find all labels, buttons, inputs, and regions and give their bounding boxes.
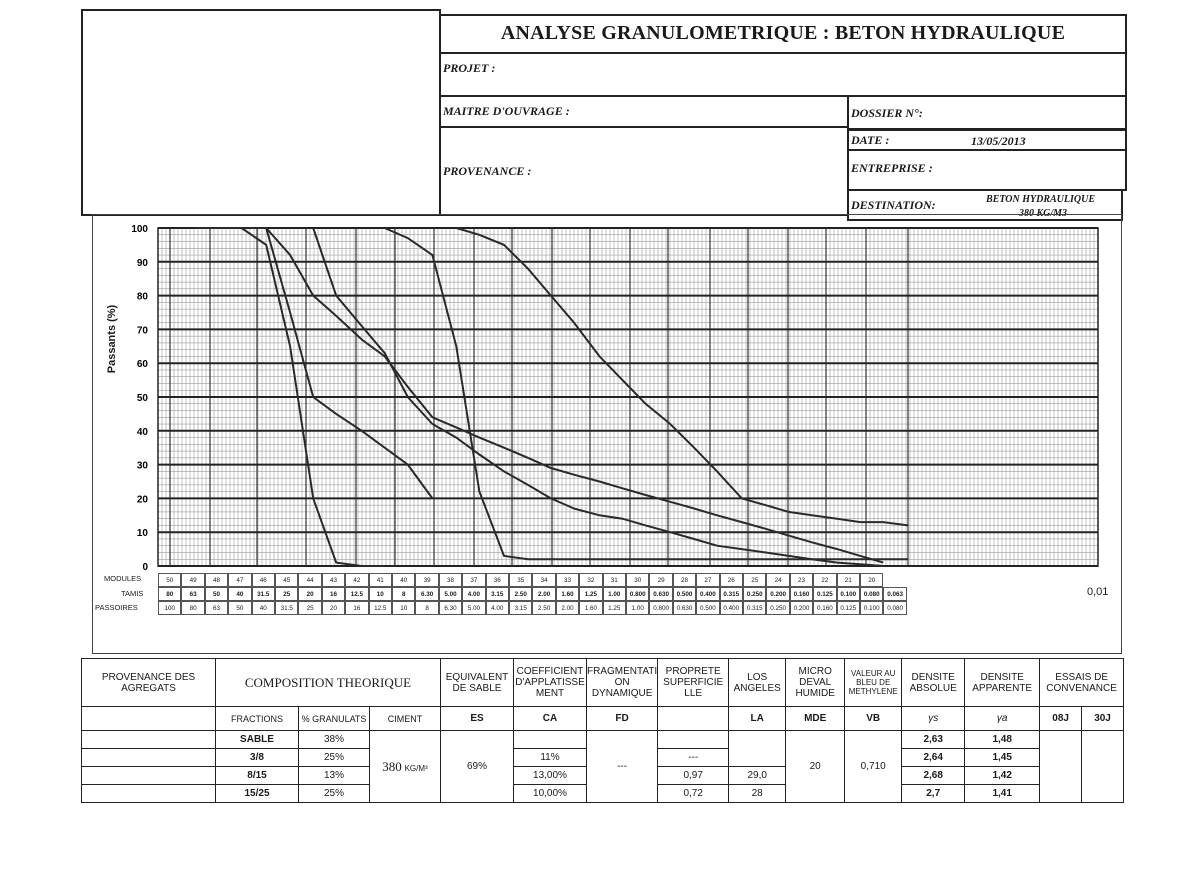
sieve-cell-passoires: 10 bbox=[392, 601, 415, 615]
sieve-cell-modules: 48 bbox=[205, 573, 228, 587]
y-tick-label: 80 bbox=[136, 291, 148, 303]
valeur-header: VALEUR AU BLEU DE METHYLENE bbox=[845, 659, 902, 707]
sieve-cell-passoires: 1.00 bbox=[626, 601, 649, 615]
sieve-cell-tamis: 0.630 bbox=[649, 587, 672, 601]
sieve-cell-modules: 23 bbox=[790, 573, 813, 587]
page-title: ANALYSE GRANULOMETRIQUE : BETON HYDRAULIQUE bbox=[500, 22, 1066, 44]
sieve-cell-passoires: 1.25 bbox=[603, 601, 626, 615]
es-symbol: ES bbox=[441, 707, 514, 731]
dapp-header: DENSITE APPARENTE bbox=[965, 659, 1040, 707]
ya-symbol: γa bbox=[965, 707, 1040, 731]
y-axis-label: Passants (%) bbox=[106, 304, 118, 374]
ps-cell: 0,72 bbox=[658, 785, 729, 803]
sieve-cell-tamis: 0.100 bbox=[837, 587, 860, 601]
sieve-cell-passoires: 0.100 bbox=[860, 601, 883, 615]
sieve-cell-passoires: 0.160 bbox=[813, 601, 836, 615]
prov-cell-4 bbox=[82, 785, 216, 803]
ys-cell: 2,64 bbox=[902, 749, 965, 767]
sieve-cell-tamis: 8 bbox=[392, 587, 415, 601]
sieve-cell-modules: 45 bbox=[275, 573, 298, 587]
sieve-cell-passoires: 0.200 bbox=[790, 601, 813, 615]
sieve-cell-modules: 49 bbox=[181, 573, 204, 587]
j30-cell bbox=[1082, 731, 1124, 803]
frag-header: FRAGMENTATI ON DYNAMIQUE bbox=[587, 659, 658, 707]
ys-cell: 2,68 bbox=[902, 767, 965, 785]
tests-table bbox=[81, 658, 1124, 803]
row-label-passoires: PASSOIRES bbox=[95, 603, 138, 612]
prov-cell-1 bbox=[82, 731, 216, 749]
sieve-cell-passoires: 25 bbox=[298, 601, 321, 615]
essais-header: ESSAIS DE CONVENANCE bbox=[1040, 659, 1124, 707]
sieve-cell-modules: 33 bbox=[556, 573, 579, 587]
sieve-cell-tamis: 0.080 bbox=[860, 587, 883, 601]
pct-cell: 25% bbox=[299, 749, 370, 767]
sieve-cell-passoires: 0.800 bbox=[649, 601, 672, 615]
sieve-cell-tamis: 3.15 bbox=[486, 587, 509, 601]
ya-cell: 1,48 bbox=[965, 731, 1040, 749]
ya-cell: 1,41 bbox=[965, 785, 1040, 803]
right-axis-label: 0,01 bbox=[1087, 586, 1109, 598]
sieve-cell-tamis: 0.160 bbox=[790, 587, 813, 601]
sieve-cell-passoires: 31.5 bbox=[275, 601, 298, 615]
y-tick-label: 60 bbox=[136, 359, 148, 371]
sieve-cell-passoires: 0.400 bbox=[720, 601, 743, 615]
y-tick-label: 100 bbox=[131, 224, 148, 235]
mde-value: 20 bbox=[786, 731, 845, 803]
ca-symbol: CA bbox=[514, 707, 587, 731]
sieve-cell-tamis: 1.00 bbox=[603, 587, 626, 601]
ca-cell: 10,00% bbox=[514, 785, 587, 803]
sieve-cell-modules: 29 bbox=[649, 573, 672, 587]
sieve-cell-passoires: 6.30 bbox=[439, 601, 462, 615]
sieve-cell-tamis: 0.200 bbox=[766, 587, 789, 601]
la-cell-empty bbox=[729, 731, 786, 767]
date-label: DATE : bbox=[851, 133, 890, 147]
la-symbol: LA bbox=[729, 707, 786, 731]
los-header: LOS ANGELES bbox=[729, 659, 786, 707]
pct-cell: 38% bbox=[299, 731, 370, 749]
la-cell: 28 bbox=[729, 785, 786, 803]
ca-cell: 11% bbox=[514, 749, 587, 767]
ys-symbol: γs bbox=[902, 707, 965, 731]
sieve-cell-modules: 25 bbox=[743, 573, 766, 587]
provenance-label: PROVENANCE : bbox=[443, 164, 532, 178]
vb-value: 0,710 bbox=[845, 731, 902, 803]
sieve-cell-modules: 50 bbox=[158, 573, 181, 587]
sieve-cell-modules: 42 bbox=[345, 573, 368, 587]
sieve-cell-passoires: 20 bbox=[322, 601, 345, 615]
projet-label: PROJET : bbox=[443, 61, 496, 75]
j30-header: 30J bbox=[1082, 707, 1124, 731]
dabs-header: DENSITE ABSOLUE bbox=[902, 659, 965, 707]
sieve-cell-modules: 27 bbox=[696, 573, 719, 587]
sieve-cell-modules: 21 bbox=[837, 573, 860, 587]
ciment-value: 380 bbox=[382, 758, 402, 774]
ps-cell bbox=[658, 731, 729, 749]
sieve-cell-tamis: 63 bbox=[181, 587, 204, 601]
mde-symbol: MDE bbox=[786, 707, 845, 731]
sieve-cell-passoires: 4.00 bbox=[486, 601, 509, 615]
provenance-sub bbox=[82, 707, 216, 731]
fraction-cell: 3/8 bbox=[216, 749, 299, 767]
sieve-cell-tamis: 0.063 bbox=[883, 587, 906, 601]
sieve-cell-tamis: 0.400 bbox=[696, 587, 719, 601]
fraction-cell: SABLE bbox=[216, 731, 299, 749]
row-label-modules: MODULES bbox=[104, 574, 142, 583]
prov-cell-2 bbox=[82, 749, 216, 767]
sieve-cell-tamis: 4.00 bbox=[462, 587, 485, 601]
y-tick-label: 0 bbox=[142, 562, 148, 573]
sieve-cell-tamis: 0.500 bbox=[673, 587, 696, 601]
sieve-cell-modules: 32 bbox=[579, 573, 602, 587]
sieve-cell-modules: 44 bbox=[298, 573, 321, 587]
dossier-label: DOSSIER N°: bbox=[851, 106, 923, 120]
sieve-cell-modules: 24 bbox=[766, 573, 789, 587]
sieve-cell-passoires: 63 bbox=[205, 601, 228, 615]
sieve-cell-modules: 35 bbox=[509, 573, 532, 587]
y-tick-label: 50 bbox=[136, 393, 148, 404]
equiv-header: EQUIVALENT DE SABLE bbox=[441, 659, 514, 707]
sieve-cell-passoires: 8 bbox=[415, 601, 438, 615]
sieve-cell-tamis: 1.25 bbox=[579, 587, 602, 601]
ca-cell bbox=[514, 731, 587, 749]
ca-cell: 13,00% bbox=[514, 767, 587, 785]
sieve-cell-tamis: 25 bbox=[275, 587, 298, 601]
sieve-cell-modules: 20 bbox=[860, 573, 883, 587]
pct-cell: 25% bbox=[299, 785, 370, 803]
sieve-cell-modules: 37 bbox=[462, 573, 485, 587]
sieve-cell-modules: 39 bbox=[415, 573, 438, 587]
row-label-tamis: TAMIS bbox=[121, 589, 144, 598]
sieve-cell-modules: 28 bbox=[673, 573, 696, 587]
fraction-cell: 15/25 bbox=[216, 785, 299, 803]
composition-header: COMPOSITION THEORIQUE bbox=[216, 659, 441, 707]
ys-cell: 2,7 bbox=[902, 785, 965, 803]
destination-value-2: 380 KG/M3 bbox=[1019, 208, 1068, 219]
sieve-cell-tamis: 1.60 bbox=[556, 587, 579, 601]
j8-header: 08J bbox=[1040, 707, 1082, 731]
sieve-cell-tamis: 0.250 bbox=[743, 587, 766, 601]
sieve-cell-modules: 43 bbox=[322, 573, 345, 587]
prop-sub bbox=[658, 707, 729, 731]
sieve-cell-passoires: 40 bbox=[252, 601, 275, 615]
sieve-cell-modules: 41 bbox=[369, 573, 392, 587]
sieve-cell-passoires: 0.630 bbox=[673, 601, 696, 615]
ya-cell: 1,45 bbox=[965, 749, 1040, 767]
sieve-cell-tamis: 10 bbox=[369, 587, 392, 601]
ps-cell: 0,97 bbox=[658, 767, 729, 785]
pct-cell: 13% bbox=[299, 767, 370, 785]
j8-cell bbox=[1040, 731, 1082, 803]
ciment-header: CIMENT bbox=[370, 707, 441, 731]
y-tick-label: 40 bbox=[136, 426, 148, 438]
sieve-cell-tamis: 2.50 bbox=[509, 587, 532, 601]
y-tick-label: 20 bbox=[136, 494, 148, 506]
ciment-unit: KG/M³ bbox=[404, 763, 428, 773]
sieve-cell-tamis: 80 bbox=[158, 587, 181, 601]
y-tick-label: 10 bbox=[136, 528, 148, 540]
micro-header: MICRO DEVAL HUMIDE bbox=[786, 659, 845, 707]
sieve-cell-modules: 30 bbox=[626, 573, 649, 587]
sieve-cell-modules: 46 bbox=[252, 573, 275, 587]
y-tick-label: 30 bbox=[136, 460, 148, 472]
sieve-cell-modules: 31 bbox=[603, 573, 626, 587]
fd-symbol: FD bbox=[587, 707, 658, 731]
sieve-cell-passoires: 80 bbox=[181, 601, 204, 615]
sieve-cell-passoires: 0.315 bbox=[743, 601, 766, 615]
sieve-cell-passoires: 0.125 bbox=[837, 601, 860, 615]
sieve-cell-tamis: 6.30 bbox=[415, 587, 438, 601]
provenance-header: PROVENANCE DES AGREGATS bbox=[82, 659, 216, 707]
sieve-cell-passoires: 1.60 bbox=[579, 601, 602, 615]
y-tick-label: 90 bbox=[136, 257, 148, 269]
prop-header: PROPRETE SUPERFICIE LLE bbox=[658, 659, 729, 707]
pgran-header: % GRANULATS bbox=[299, 707, 370, 731]
fraction-cell: 8/15 bbox=[216, 767, 299, 785]
sieve-cell-passoires: 2.50 bbox=[532, 601, 555, 615]
sieve-cell-modules: 47 bbox=[228, 573, 251, 587]
ps-cell: --- bbox=[658, 749, 729, 767]
entreprise-label: ENTREPRISE : bbox=[851, 161, 933, 175]
sieve-cell-modules: 34 bbox=[532, 573, 555, 587]
sieve-cell-tamis: 12.5 bbox=[345, 587, 368, 601]
sieve-cell-passoires: 50 bbox=[228, 601, 251, 615]
sieve-cell-passoires: 2.00 bbox=[556, 601, 579, 615]
curve-series-5 bbox=[385, 228, 908, 559]
la-cell: 29,0 bbox=[729, 767, 786, 785]
sieve-cell-tamis: 0.315 bbox=[720, 587, 743, 601]
sieve-cell-modules: 26 bbox=[720, 573, 743, 587]
coef-header: COEFFICIENT D'APPLATISSE MENT bbox=[514, 659, 587, 707]
sieve-cell-passoires: 0.500 bbox=[696, 601, 719, 615]
sieve-cell-tamis: 20 bbox=[298, 587, 321, 601]
ys-cell: 2,63 bbox=[902, 731, 965, 749]
sieve-cell-tamis: 0.125 bbox=[813, 587, 836, 601]
fd-value: --- bbox=[587, 731, 658, 803]
sieve-cell-modules: 38 bbox=[439, 573, 462, 587]
date-value: 13/05/2013 bbox=[971, 134, 1026, 148]
sieve-cell-tamis: 16 bbox=[322, 587, 345, 601]
sieve-cell-tamis: 50 bbox=[205, 587, 228, 601]
prov-cell-3 bbox=[82, 767, 216, 785]
sieve-cell-passoires: 12.5 bbox=[369, 601, 392, 615]
ciment-cell bbox=[370, 731, 441, 803]
sieve-cell-tamis: 5.00 bbox=[439, 587, 462, 601]
sieve-cell-passoires: 5.00 bbox=[462, 601, 485, 615]
sieve-cell-passoires: 16 bbox=[345, 601, 368, 615]
sieve-cell-passoires: 100 bbox=[158, 601, 181, 615]
destination-label: DESTINATION: bbox=[851, 198, 936, 212]
ya-cell: 1,42 bbox=[965, 767, 1040, 785]
maitre-label: MAITRE D'OUVRAGE : bbox=[443, 104, 570, 118]
vb-symbol: VB bbox=[845, 707, 902, 731]
es-value: 69% bbox=[441, 731, 514, 803]
sieve-cell-passoires: 0.250 bbox=[766, 601, 789, 615]
sieve-cell-tamis: 0.800 bbox=[626, 587, 649, 601]
sieve-cell-tamis: 31.5 bbox=[252, 587, 275, 601]
sieve-cell-modules: 36 bbox=[486, 573, 509, 587]
sieve-cell-modules: 40 bbox=[392, 573, 415, 587]
fractions-header: FRACTIONS bbox=[216, 707, 299, 731]
y-tick-label: 70 bbox=[136, 325, 148, 337]
sieve-cell-tamis: 2.00 bbox=[532, 587, 555, 601]
destination-value-1: BETON HYDRAULIQUE bbox=[986, 194, 1095, 205]
sieve-cell-modules: 22 bbox=[813, 573, 836, 587]
sieve-cell-passoires: 3.15 bbox=[509, 601, 532, 615]
sieve-cell-tamis: 40 bbox=[228, 587, 251, 601]
sieve-cell-passoires: 0.080 bbox=[883, 601, 906, 615]
